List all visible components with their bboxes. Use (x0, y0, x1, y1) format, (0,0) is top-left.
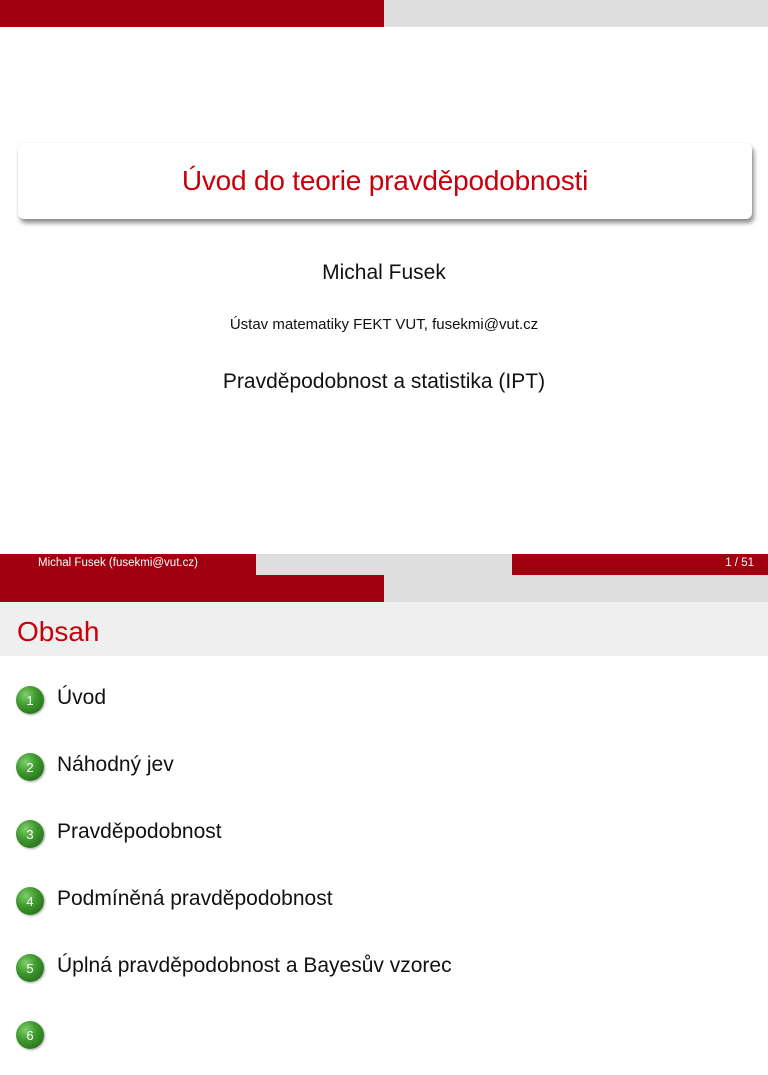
institute: Ústav matematiky FEKT VUT, fusekmi@vut.cz (229, 316, 539, 333)
toc-item-label: Podmíněná pravděpodobnost (57, 887, 333, 910)
slide-top-bar (0, 0, 768, 27)
table-of-contents (0, 673, 768, 1075)
toc-number-ball-icon: 6 (16, 1021, 44, 1049)
toc-item[interactable] (0, 941, 768, 1008)
toc-number-ball-icon: 1 (16, 686, 44, 714)
toc-number-ball-icon: 4 (16, 887, 44, 915)
footer-segment-middle (256, 554, 512, 575)
footer-page-number: 1 / 51 (725, 557, 754, 569)
frame-title: Obsah (17, 616, 100, 647)
presentation-title: Úvod do teorie pravděpodobnosti (181, 165, 589, 196)
toc-item-label: Náhodný jev (57, 753, 174, 776)
toc-number-ball-icon: 3 (16, 820, 44, 848)
toc-item[interactable] (0, 740, 768, 807)
course-name: Pravděpodobnost a statistika (IPT) (222, 370, 546, 393)
top-bar-red-segment (0, 575, 384, 602)
top-bar-gray-segment (384, 575, 768, 602)
toc-item-label: Úplná pravděpodobnost a Bayesův vzorec (57, 954, 452, 977)
toc-item[interactable] (0, 807, 768, 874)
toc-item[interactable] (0, 1008, 768, 1075)
toc-item[interactable] (0, 673, 768, 740)
author-name: Michal Fusek (322, 261, 446, 284)
frame-title-bar (0, 602, 768, 656)
toc-number-ball-icon: 5 (16, 954, 44, 982)
slide-footer (0, 554, 768, 575)
contents-slide (0, 575, 768, 1043)
toc-item-label: Úvod (57, 686, 107, 709)
toc-item[interactable] (0, 874, 768, 941)
toc-item-label: Pravděpodobnost (57, 820, 222, 843)
top-bar-gray-segment (384, 0, 768, 27)
title-box (18, 143, 752, 219)
footer-author: Michal Fusek (fusekmi@vut.cz) (38, 557, 198, 569)
top-bar-red-segment (0, 0, 384, 27)
slide-top-bar (0, 575, 768, 602)
toc-number-ball-icon: 2 (16, 753, 44, 781)
